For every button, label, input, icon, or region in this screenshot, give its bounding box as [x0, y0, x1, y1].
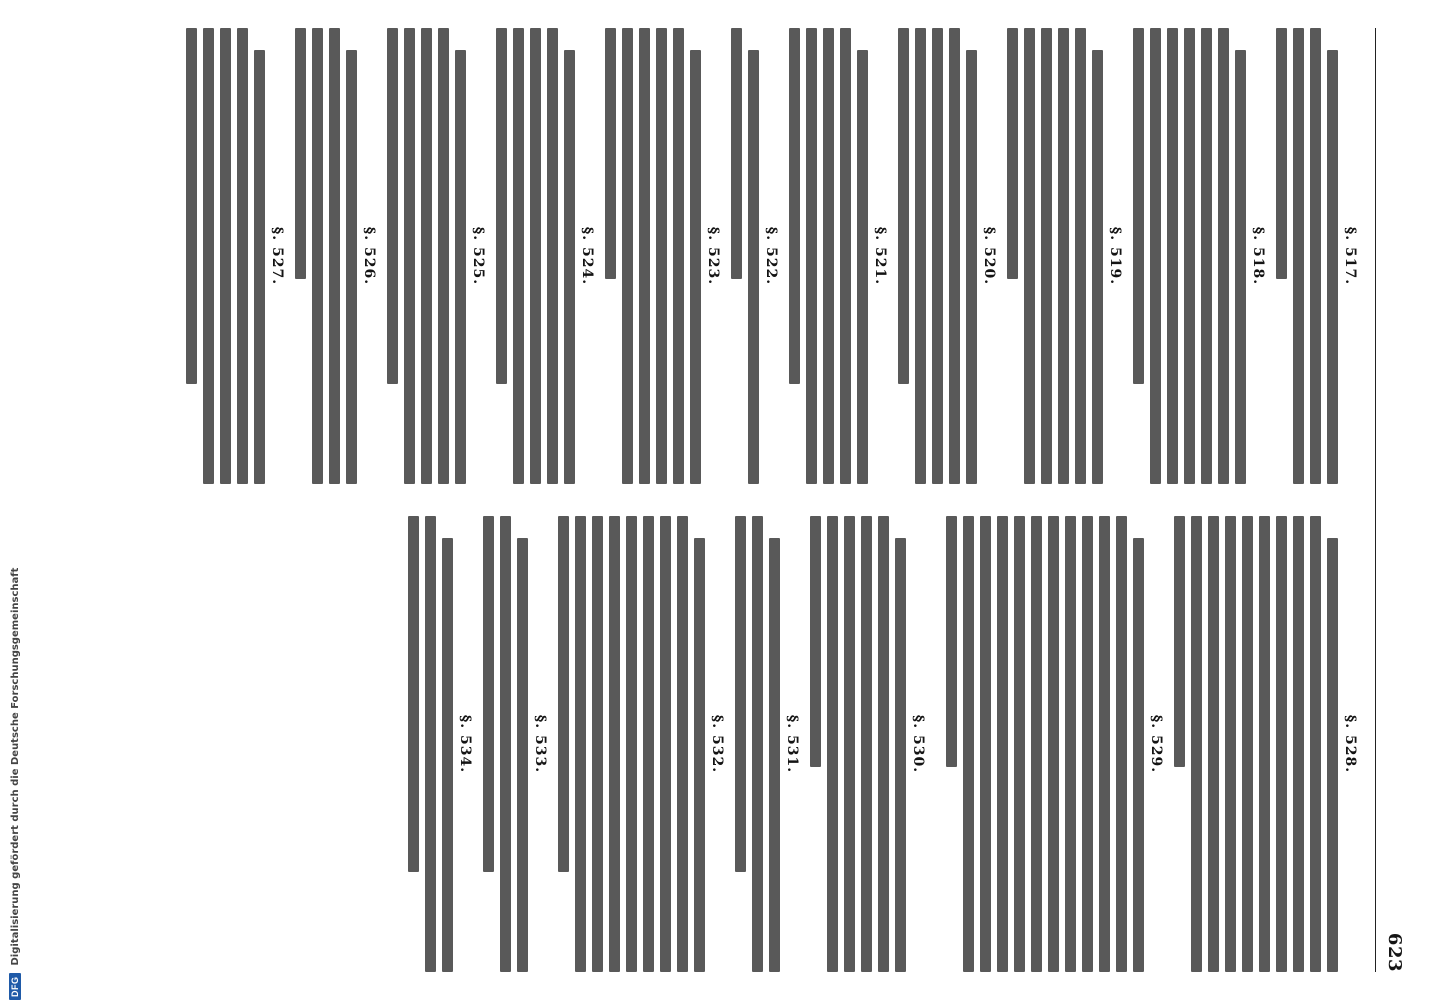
- text-line: [731, 28, 742, 279]
- text-line: [1041, 28, 1052, 484]
- text-line: [517, 538, 528, 972]
- section-text: [946, 516, 1144, 972]
- text-line: [455, 50, 466, 484]
- text-line: [946, 516, 957, 767]
- section-heading: §. 523.: [705, 226, 721, 286]
- text-line: [752, 516, 763, 972]
- text-line: [1276, 28, 1287, 279]
- text-line: [1293, 516, 1304, 972]
- section-heading: §. 527.: [269, 226, 285, 286]
- text-line: [1184, 28, 1195, 484]
- section-text: [789, 28, 868, 484]
- text-line: [1218, 28, 1229, 484]
- section-heading: §. 529.: [1148, 714, 1164, 774]
- header-rule: [1375, 28, 1376, 972]
- section-heading: §. 519.: [1107, 226, 1123, 286]
- text-line: [898, 28, 909, 384]
- text-line: [932, 28, 943, 484]
- text-line: [1099, 516, 1110, 972]
- text-line: [1150, 28, 1161, 484]
- dfg-logo: DFG: [9, 974, 21, 1000]
- text-line: [840, 28, 851, 484]
- digitization-credit: Digitalisierung gefördert durch die Deutsche Forschungsgemeinschaft: [9, 567, 21, 966]
- text-line: [1310, 516, 1321, 972]
- section-text: [387, 28, 466, 484]
- text-line: [857, 50, 868, 484]
- text-line: [530, 28, 541, 484]
- text-line: [558, 516, 569, 872]
- text-line: [915, 28, 926, 484]
- text-line: [496, 28, 507, 384]
- text-line: [1310, 28, 1321, 484]
- text-line: [735, 516, 746, 872]
- text-line: [442, 538, 453, 972]
- text-line: [806, 28, 817, 484]
- text-line: [1014, 516, 1025, 972]
- text-line: [1276, 516, 1287, 972]
- right-column-lower: [408, 516, 926, 972]
- text-line: [404, 28, 415, 484]
- text-line: [483, 516, 494, 872]
- page-number: 623: [1384, 932, 1406, 972]
- text-line: [500, 516, 511, 972]
- text-line: [346, 50, 357, 484]
- text-line: [254, 50, 265, 484]
- text-line: [1167, 28, 1178, 484]
- section-text: [1007, 28, 1103, 484]
- text-line: [1082, 516, 1093, 972]
- rotated-page-content: [110, 0, 1420, 1000]
- text-line: [1293, 28, 1304, 484]
- left-column: [123, 28, 1368, 484]
- section-heading: §. 531.: [784, 714, 800, 774]
- text-line: [329, 28, 340, 484]
- text-line: [878, 516, 889, 972]
- section-text: [558, 516, 705, 972]
- section-text: [898, 28, 977, 484]
- text-line: [997, 516, 1008, 972]
- section-text: [295, 28, 357, 484]
- page-header: [1378, 28, 1412, 972]
- text-line: [1133, 538, 1144, 972]
- section-text: [731, 28, 759, 484]
- text-line: [1048, 516, 1059, 972]
- text-line: [438, 28, 449, 484]
- text-line: [295, 28, 306, 279]
- section-text: [810, 516, 906, 972]
- text-line: [1327, 538, 1338, 972]
- text-line: [626, 516, 637, 972]
- section-heading: §. 530.: [910, 714, 926, 774]
- text-line: [592, 516, 603, 972]
- section-heading: §. 521.: [872, 226, 888, 286]
- text-line: [425, 516, 436, 972]
- text-line: [980, 516, 991, 972]
- section-text: [496, 28, 575, 484]
- right-column: [123, 516, 1368, 972]
- section-text: [408, 516, 453, 972]
- section-text: [1276, 28, 1338, 484]
- text-line: [963, 516, 974, 972]
- section-text: [483, 516, 528, 972]
- text-line: [1225, 516, 1236, 972]
- text-line: [186, 28, 197, 384]
- section-heading: §. 518.: [1250, 226, 1266, 286]
- text-line: [1065, 516, 1076, 972]
- text-line: [622, 28, 633, 484]
- text-line: [220, 28, 231, 484]
- text-line: [1092, 50, 1103, 484]
- text-line: [513, 28, 524, 484]
- text-line: [827, 516, 838, 972]
- text-line: [1024, 28, 1035, 484]
- text-line: [1242, 516, 1253, 972]
- text-line: [643, 516, 654, 972]
- text-line: [1208, 516, 1219, 972]
- text-line: [895, 538, 906, 972]
- text-line: [1031, 516, 1042, 972]
- text-line: [1075, 28, 1086, 484]
- section-heading: §. 526.: [361, 226, 377, 286]
- text-line: [1259, 516, 1270, 972]
- text-line: [1191, 516, 1202, 972]
- text-line: [656, 28, 667, 484]
- text-line: [844, 516, 855, 972]
- section-heading: §. 520.: [981, 226, 997, 286]
- section-heading: §. 522.: [763, 226, 779, 286]
- text-line: [1007, 28, 1018, 279]
- text-line: [609, 516, 620, 972]
- text-line: [387, 28, 398, 384]
- text-line: [823, 28, 834, 484]
- text-line: [694, 538, 705, 972]
- text-line: [861, 516, 872, 972]
- text-line: [1235, 50, 1246, 484]
- text-line: [1174, 516, 1185, 767]
- text-line: [1116, 516, 1127, 972]
- section-heading: §. 517.: [1342, 226, 1358, 286]
- text-line: [575, 516, 586, 972]
- section-heading: §. 525.: [470, 226, 486, 286]
- section-heading: §. 532.: [709, 714, 725, 774]
- section-text: [735, 516, 780, 972]
- text-line: [677, 516, 688, 972]
- digitization-credit-strip: [4, 0, 26, 1000]
- text-line: [312, 28, 323, 484]
- section-text: [186, 28, 265, 484]
- section-heading: §. 524.: [579, 226, 595, 286]
- text-line: [237, 28, 248, 484]
- section-text: [605, 28, 701, 484]
- text-line: [660, 516, 671, 972]
- text-line: [769, 538, 780, 972]
- text-line: [1201, 28, 1212, 484]
- text-line: [1133, 28, 1144, 384]
- text-line: [1327, 50, 1338, 484]
- text-line: [810, 516, 821, 767]
- text-line: [1058, 28, 1069, 484]
- document-page: [110, 0, 1420, 1000]
- text-line: [421, 28, 432, 484]
- text-line: [408, 516, 419, 872]
- text-line: [748, 50, 759, 484]
- text-line: [564, 50, 575, 484]
- text-line: [203, 28, 214, 484]
- text-line: [690, 50, 701, 484]
- text-line: [949, 28, 960, 484]
- text-line: [639, 28, 650, 484]
- right-column-upper: [946, 516, 1358, 972]
- text-line: [966, 50, 977, 484]
- text-line: [547, 28, 558, 484]
- section-text: [1174, 516, 1338, 972]
- section-heading: §. 533.: [532, 714, 548, 774]
- section-heading: §. 528.: [1342, 714, 1358, 774]
- section-text: [1133, 28, 1246, 484]
- section-heading: §. 534.: [457, 714, 473, 774]
- text-line: [605, 28, 616, 279]
- text-line: [673, 28, 684, 484]
- text-line: [789, 28, 800, 384]
